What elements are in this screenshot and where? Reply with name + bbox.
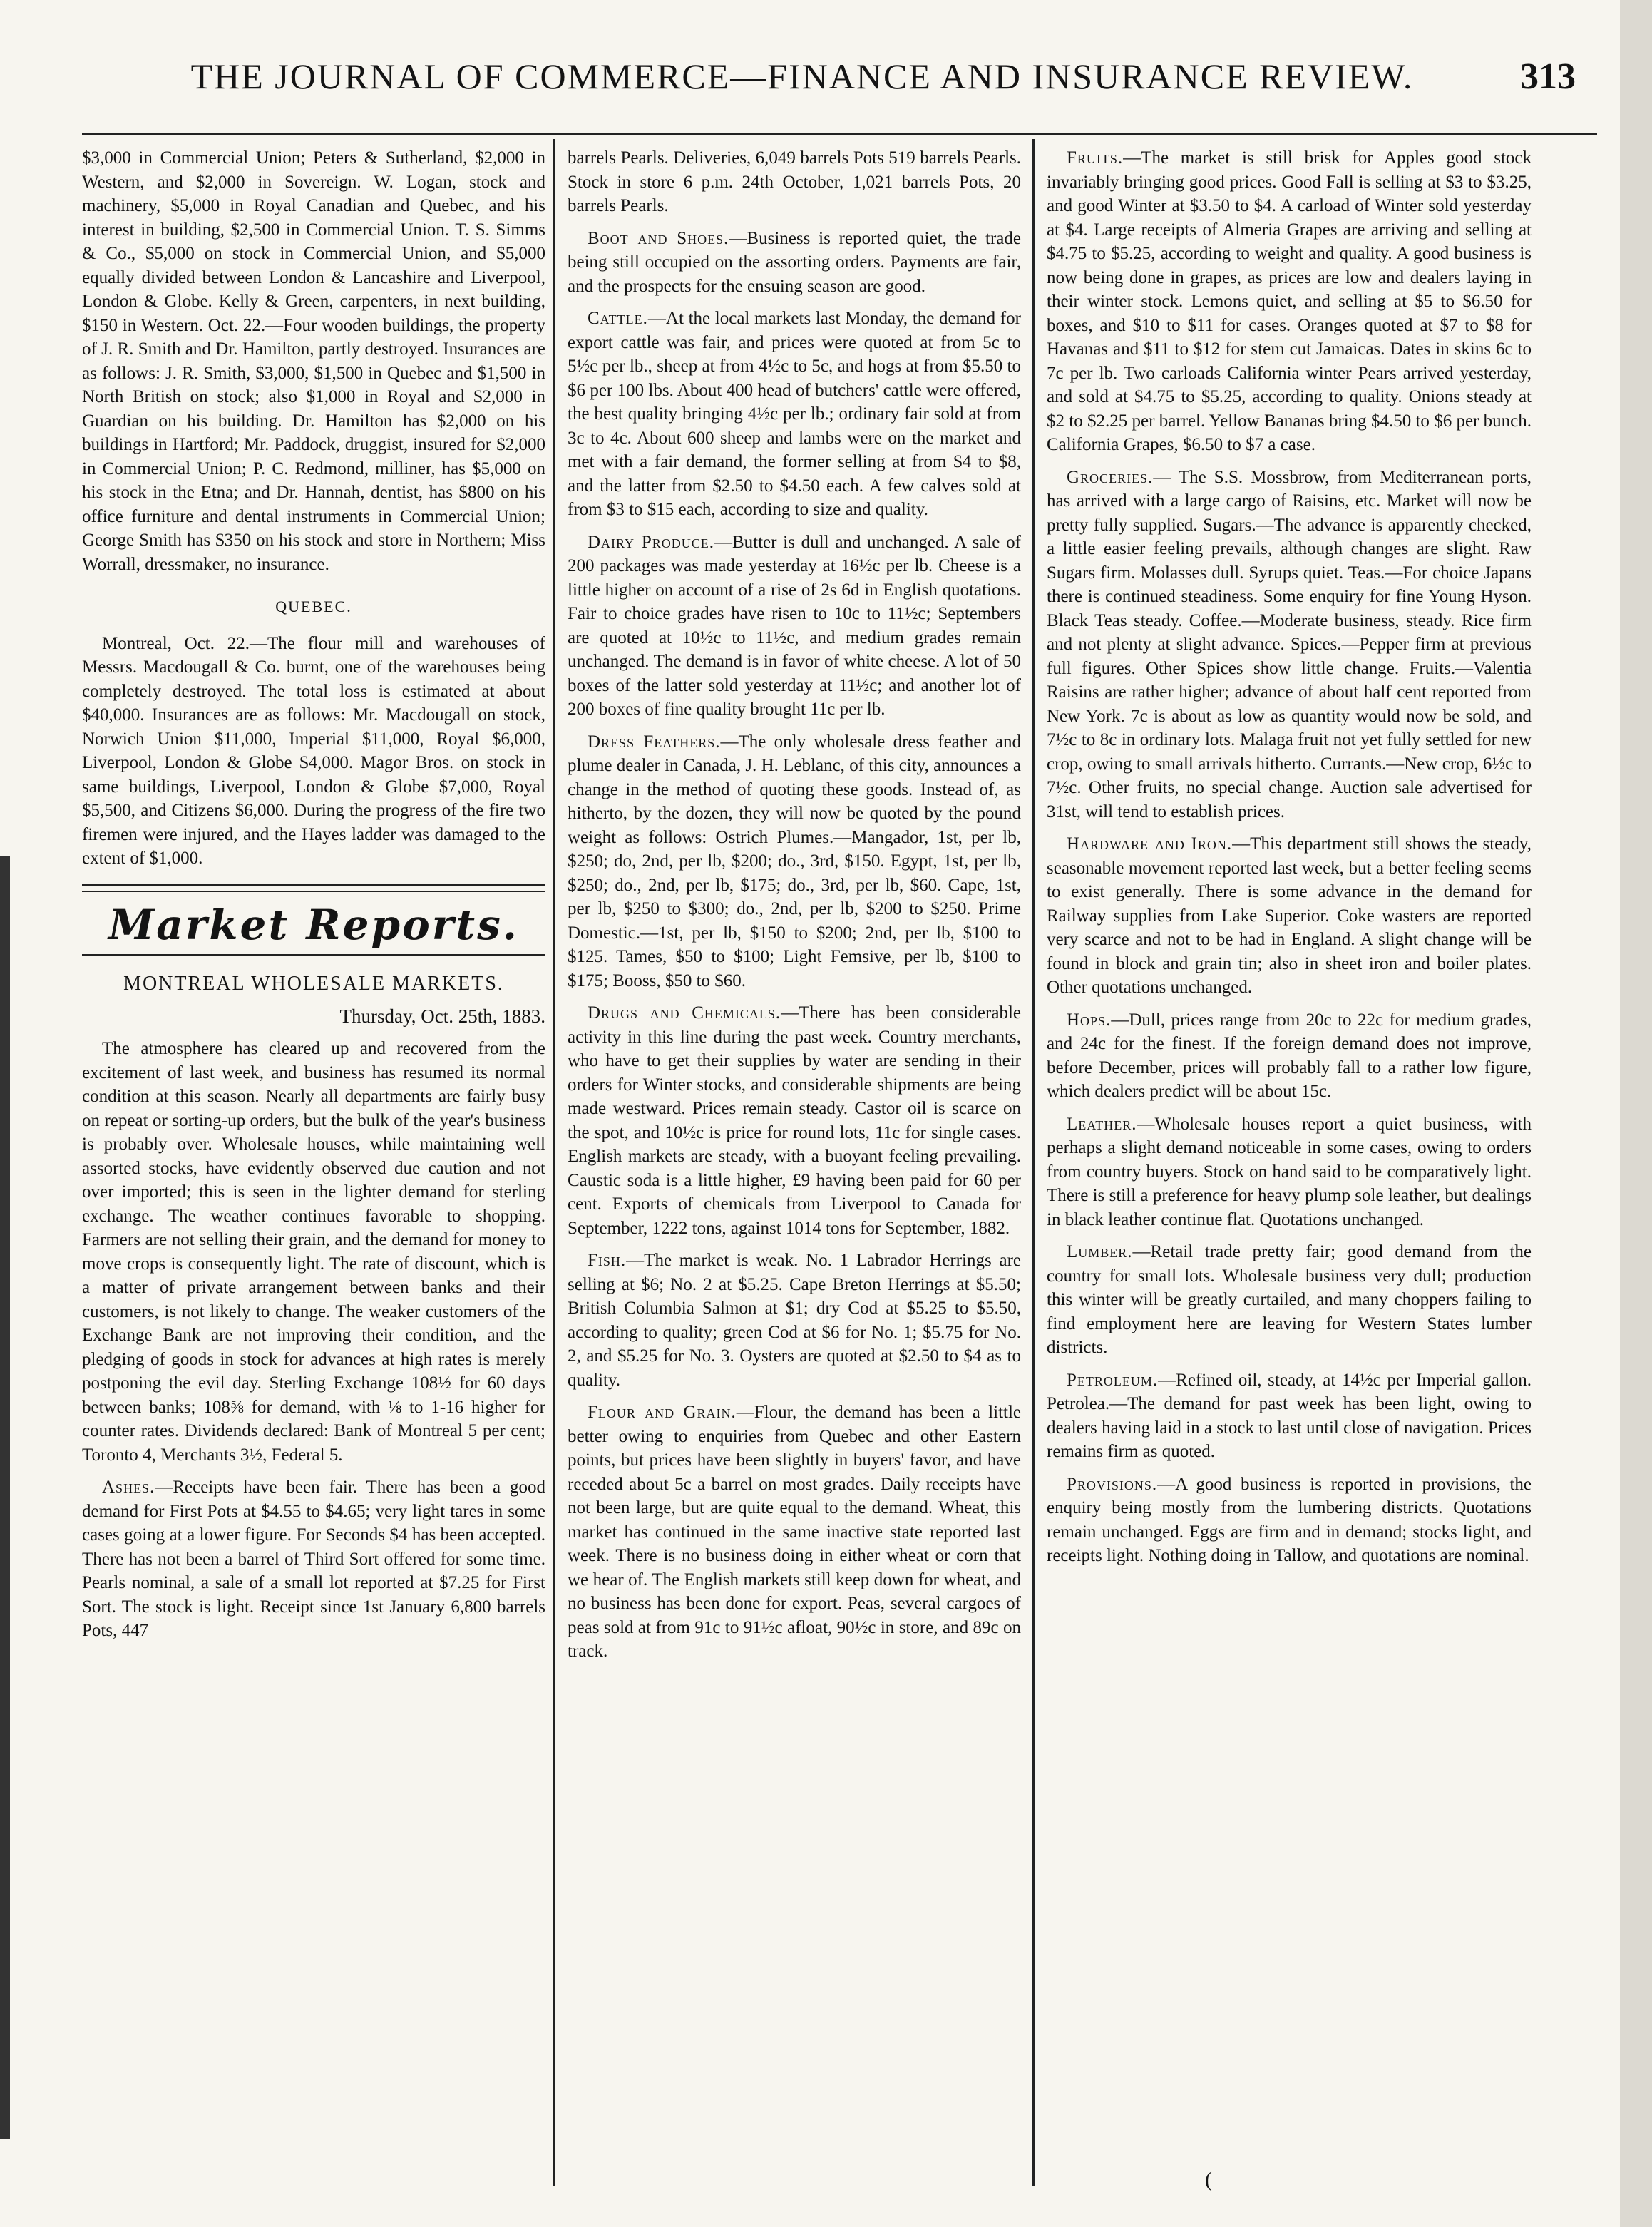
report-dateline: Thursday, Oct. 25th, 1883. (339, 1005, 545, 1027)
groceries-report (1047, 466, 1532, 824)
flour-grain-report (568, 1401, 1021, 1664)
column-1 (82, 146, 545, 1652)
fruits-report (1047, 146, 1532, 457)
petroleum-text: —Refined oil, steady, at 14½c per Imperial gallon. Petrolea.—The demand for past week has been light, owing to dealers having laid in a stock to last until close of navigation. Prices remains firm as quoted. (1047, 1370, 1532, 1461)
fish-label: Fish. (588, 1251, 627, 1270)
section-double-rule (82, 884, 545, 892)
market-overview: The atmosphere has cleared up and recovered from the excitement of last week, and business has resumed its normal condition at this season. Nearly all departments are fairly busy on repeat or sorting-up orders, but the bulk of the year's business is probably over. Wholesale houses, while maintaining well assorted stocks, have evidently observed due caution and not over imported; this is seen in the lighter demand for sterling exchange. The weather continues favorable to shopping. Farmers are not selling their grain, and the demand for money to move crops is consequently light. The rate of discount, which is a matter of private arrangement between banks and their customers, is not likely to change. The weaker customers of the Exchange Bank are not improving their condition, and the pledging of goods in stock for advances at high rates is merely postponing the evil day. Sterling Exchange 108½ for 60 days between banks; 108⅝ for demand, with ⅛ to 1-16 higher for counter rates. Dividends declared: Bank of Montreal 5 per cent; Toronto 4, Merchants 3½, Federal 5. (82, 1039, 545, 1465)
fruits-label: Fruits. (1067, 148, 1124, 168)
dairy-text: —Butter is dull and unchanged. A sale of 200 packages was made yesterday at 16½c per lb. Cheese is a little higher on account of a rise of 2s 6d in English quotations. Fair to choice grades have risen to 10c to 11½c; Septembers are quoted at 10½c to 11½c, and medium grades remain unchanged. The demand is in favor of white cheese. A lot of 50 boxes of the latter sold yesterday at 11½c; and another lot of 200 boxes of fine quality brought 11c per lb. (568, 532, 1021, 719)
lumber-report (1047, 1240, 1532, 1360)
hardware-text: —This department still shows the steady, seasonable movement reported last week, but a better feeling seems to exist generally. There is some advance in the demand for Railway supplies from Lake Superior. Coke wasters are reported very scarce and not to be had in England. A slight change will be found in block and grain tin; also in sheet iron and boiler plates. Other quotations unchanged. (1047, 834, 1532, 997)
ashes-report (82, 1475, 545, 1643)
montreal-fire-report: Montreal, Oct. 22.—The flour mill and warehouses of Messrs. Macdougall & Co. burnt, one of the warehouses being completely destroyed. The total loss is estimated at about $40,000. Insurances are as follows: Mr. Macdougall on stock, Norwich Union $11,000, Imperial $11,000, Royal $6,000, Liverpool, London & Globe $4,000. Magor Bros. on stock in same buildings, Liverpool, London & Globe $7,000, Royal $5,500, and Citizens $6,000. During the progress of the fire two firemen were injured, and the Hayes ladder was damaged to the extent of $1,000. (82, 633, 545, 868)
column-divider-1 (553, 139, 555, 2186)
boots-report (568, 227, 1021, 299)
page-header (21, 50, 1583, 107)
ashes-text: —Receipts have been fair. There has been a good demand for First Pots at $4.55 to $4.65; very light tares in some cases going at a lower figure. For Seconds $4 has been accepted. There has not been a barrel of Third Sort offered for some time. Pearls nominal, a sale of a small lot reported at $7.25 for First Sort. The stock is light. Receipt since 1st January 6,800 barrels Pots, 447 (82, 1478, 545, 1640)
hops-report (1047, 1008, 1532, 1104)
fire-insurance-report: $3,000 in Commercial Union; Peters & Sutherland, $2,000 in Western, and $2,000 in Sovereign. W. Logan, stock and machinery, $5,000 in Royal Canadian and Quebec, and his interest in building, $2,500 in Commercial Union. T. S. Simms & Co., $5,000 on stock in Commercial Union, and $5,000 equally divided between London & Lancashire and Liverpool, London & Globe. Kelly & Green, carpenters, in next building, $150 in Western. Oct. 22.—Four wooden buildings, the property of J. R. Smith and Dr. Hamilton, partly destroyed. Insurances are as follows: J. R. Smith, $3,000, $1,500 in Quebec and $1,500 in North British on stock; also $1,000 in Royal and $2,000 in Guardian on his building. Dr. Hamilton has $2,000 on his buildings in Hartford; Mr. Paddock, druggist, insured for $2,000 in Commercial Union; P. C. Redmond, milliner, has $5,000 on his stock in the Etna; and Dr. Hannah, dentist, has $800 on his office furniture and dental instruments in Commercial Union; George Smith has $350 on his stock and store in Northern; Miss Worrall, dressmaker, no insurance. (82, 148, 545, 574)
drugs-report (568, 1001, 1021, 1240)
groceries-text: — The S.S. Mossbrow, from Mediterranean ports, has arrived with a large cargo of Raisins, etc. Market will now be pretty fully supplied. Sugars.—The advance is apparently checked, a little easier feeling prevails, although changes are slight. Raw Sugars firm. Molasses dull. Syrups quiet. Teas.—For choice Japans there is continued steadiness. Some enquiry for fine Young Hyson. Black Teas steady. Coffee.—Moderate business, steady. Rice firm and not plenty at slight advance. Spices.—Pepper firm at previous full figures. Other Spices show little change. Fruits.—Valentia Raisins are rather higher; advance of about half cent reported from New York. 7c is about as low as quantity would now be sold, and 7½c to 8c in ordinary lots. Malaga fruit not yet fully settled for new crop, owing to small arrivals hitherto. Currants.—New crop, 6½c to 7½c. Other fruits, no special change. Auction sale advertised for 31st, will tend to establish prices. (1047, 467, 1532, 821)
leather-label: Leather. (1067, 1114, 1137, 1134)
flour-label: Flour and Grain. (588, 1403, 737, 1422)
cattle-report (568, 307, 1021, 522)
section-rule (82, 954, 545, 956)
ashes-continued: barrels Pearls. Deliveries, 6,049 barrels Pots 519 barrels Pearls. Stock in store 6 p.m. 24th October, 1,021 barrels Pots, 20 barrels Pearls. (568, 148, 1021, 215)
journal-title: THE JOURNAL OF COMMERCE—FINANCE AND INSURANCE REVIEW. (190, 56, 1414, 96)
market-reports-title: Market Reports. (108, 900, 519, 949)
groceries-label: Groceries. (1067, 467, 1154, 487)
montreal-markets-subhead: MONTREAL WHOLESALE MARKETS. (123, 973, 504, 995)
leather-report (1047, 1112, 1532, 1232)
hardware-report (1047, 832, 1532, 1000)
provisions-label: Provisions. (1067, 1474, 1158, 1494)
petroleum-report (1047, 1368, 1532, 1464)
boots-label: Boot and Shoes. (588, 228, 729, 248)
hardware-label: Hardware and Iron. (1067, 834, 1233, 854)
binding-edge (0, 856, 10, 2139)
lumber-text: —Retail trade pretty fair; good demand from the country for small lots. Wholesale business very dull; production this winter will be greatly curtailed, and many choppers failing to find employment here are leaving for Western States lumber districts. (1047, 1242, 1532, 1357)
flour-text: —Flour, the demand has been a little better owing to enquiries from Quebec and other Eastern points, but prices have been slightly in buyers' favor, and have receded about 5c a barrel on most grades. Daily receipts have not been large, but are quite equal to the demand. Wheat, this market has continued in the same inactive state reported last week. There is no business doing in either wheat or corn that we hear of. The English markets still keep down for wheat, and no business has been done for export. Peas, several cargoes of peas sold at from 91c to 91½c afloat, 90½c in store, and 89c on track. (568, 1403, 1021, 1661)
ashes-label: Ashes. (102, 1478, 155, 1497)
cattle-text: —At the local markets last Monday, the demand for export cattle was fair, and prices were quoted at from 5c to 5½c per lb., sheep at from 4½c to 5c, and hogs at from $5.50 to $6 per 100 lbs. About 400 head of butchers' cattle were offered, the best quality bringing 4½c per lb.; ordinary fair sold at from 3c to 4c. About 600 sheep and lambs were on the market and met with a fair demand, the former selling at from $4 to $8, and the latter from $2.50 to $4.50 each. A few calves sold at from $3 to $15 each, according to size and quality. (568, 309, 1021, 519)
hops-text: —Dull, prices range from 20c to 22c for medium grades, and 24c for the finest. If the foreign demand does not improve, before December, prices will probably fall to a rather low figure, which dealers predict will be about 15c. (1047, 1010, 1532, 1101)
drugs-text: —There has been considerable activity in this line during the past week. Country merchants, who have to get their supplies by water are sending in their orders for Winter stocks, and considerable shipments are being made westward. Prices remain steady. Castor oil is scarce on the spot, and 10½c is price for round lots, 11c for single cases. English markets are steady, with a buoyant feeling prevailing. Caustic soda is a little higher, £9 having been paid for 60 per cent. Exports of chemicals from Liverpool to Canada for September, 1222 tons, against 1014 tons for September, 1882. (568, 1003, 1021, 1238)
petroleum-label: Petroleum. (1067, 1370, 1159, 1390)
dairy-report (568, 531, 1021, 722)
dairy-label: Dairy Produce. (588, 532, 714, 552)
page-edge-shadow (1620, 0, 1652, 2227)
fruits-text: —The market is still brisk for Apples good stock invariably bringing good prices. Good Fall is selling at $3 to $3.25, and good Winter at $3.50 to $4. A carload of Winter sold yesterday at $4. Large receipts of Almeria Grapes are arriving and selling at $4.75 to $5.25, according to weight and quality. A good business is now being done in grapes, as prices are low and dealers laying in their winter stock. Lemons quiet, and selling at $5 to $6.50 for boxes, and $10 to $11 for cases. Oranges quoted at $7 to $8 for Havanas and $11 to $12 for stem cut Jamaicas. Dates in skins 6c to 7c per lb. Two carloads California winter Pears arrived yesterday, and sold at $4.75 to $5.25, according to quality. Onions steady at $2 to $2.25 per barrel. Yellow Bananas bring $4.50 to $6 per bunch. California Grapes, $6.50 to $7 a case. (1047, 148, 1532, 454)
column-3 (1047, 146, 1532, 1577)
column-divider-2 (1032, 139, 1035, 2186)
provisions-text: —A good business is reported in provisions, the enquiry being mostly from the lumbering districts. Quotations remain unchanged. Eggs are firm and in demand; stocks light, and receipts light. Nothing doing in Tallow, and quotations are nominal. (1047, 1474, 1532, 1565)
lumber-label: Lumber. (1067, 1242, 1133, 1261)
cattle-label: Cattle. (588, 309, 648, 328)
fish-report (568, 1249, 1021, 1392)
stray-mark: ( (1205, 2168, 1212, 2191)
header-rule (82, 133, 1597, 135)
drugs-label: Drugs and Chemicals. (588, 1003, 781, 1023)
provisions-report (1047, 1473, 1532, 1568)
hops-label: Hops. (1067, 1010, 1112, 1030)
dress-label: Dress Feathers. (588, 732, 721, 752)
fish-text: —The market is weak. No. 1 Labrador Herrings are selling at $6; No. 2 at $5.25. Cape Breton Herrings at $5.50; British Columbia Salmon at $1; dry Cod at $5.25 to $5.50, according to quality; green Cod at $6 for No. 1; $5.75 for No. 2, and $5.25 for No. 3. Oysters are quoted at $2.50 to $4 as to quality. (568, 1251, 1021, 1390)
dress-text: —The only wholesale dress feather and plume dealer in Canada, J. H. Leblanc, of this city, announces a change in the method of quoting these goods. Instead of, as hitherto, by the dozen, they will now be quoted by the pound weight as follows: Ostrich Plumes.—Mangador, 1st, per lb, $250; do, 2nd, per lb, $200; do., 3rd, $150. Egypt, 1st, per lb, $250; do., 2nd, per lb, $175; do., 3rd, per lb, $60. Cape, 1st, per lb, $250 to $300; do., 2nd, per lb, $200 to $250. Prime Domestic.—1st, per lb, $150 to $200; 2nd, per lb, $100 to $125. Tames, $50 to $100; Light Femsive, per lb, $100 to $175; Booss, $50 to $60. (568, 732, 1021, 990)
column-2 (568, 146, 1021, 1672)
dress-feathers-report (568, 730, 1021, 993)
quebec-heading: QUEBEC. (275, 598, 352, 615)
leather-text: —Wholesale houses report a quiet business, with perhaps a slight demand noticeable in some cases, owing to orders from country buyers. Stock on hand said to be comparatively light. There is still a preference for heavy plump sole leather, but dealings in black leather continue flat. Quotations unchanged. (1047, 1114, 1532, 1229)
page-number: 313 (1520, 56, 1576, 97)
boots-text: —Business is reported quiet, the trade being still occupied on the assorting orders. Payments are fair, and the prospects for the ensuing season are good. (568, 228, 1021, 296)
